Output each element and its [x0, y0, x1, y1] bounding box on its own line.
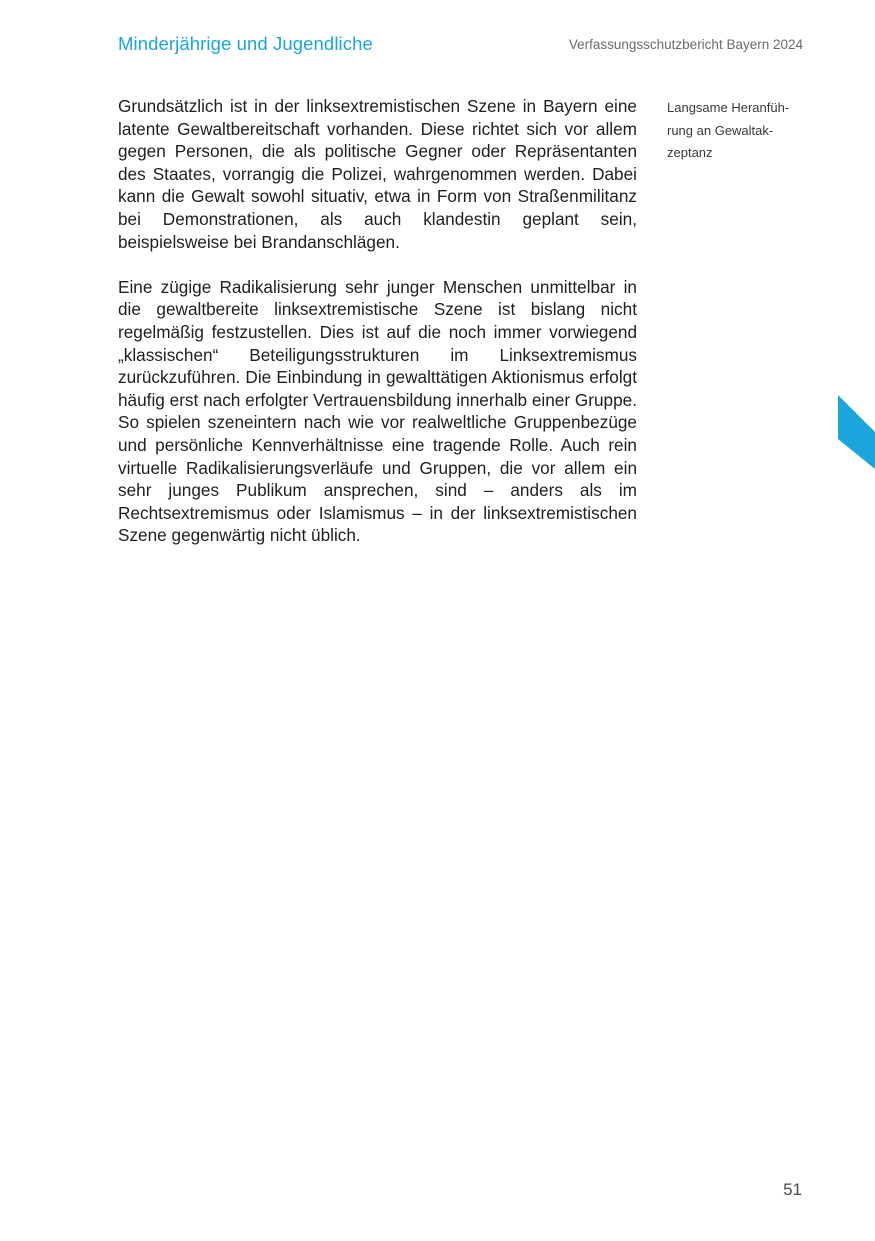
margin-note-line: rung an Gewaltak-	[667, 122, 774, 138]
margin-note	[667, 97, 815, 165]
margin-note-line: zeptanz	[667, 145, 713, 160]
report-title: Verfassungsschutzbericht Bayern 2024	[568, 37, 803, 52]
page-number: 51	[783, 1180, 802, 1199]
margin-note-line: Langsame Heranfüh-	[667, 100, 790, 115]
paragraph: Grundsätzlich ist in der linksextremistischen Szene in Bayern eine latente Gewaltbereitschaft vorhanden. Diese richtet sich vor allem gegen Personen, die als politische Gegner oder Repräsentanten des Staates, vorrangig die Polizei, wahrgenommen werden. Dabei kann die Gewalt sowohl situativ, etwa in Form von Straßenmilitanz bei Demonstrationen, als auch klandestin geplant sein, beispielsweise bei Brandanschlägen.	[118, 96, 637, 252]
paragraph: Eine zügige Radikalisierung sehr junger Menschen unmittelbar in die gewaltbereite linksextremistische Szene ist bislang nicht regelmäßig festzustellen. Dies ist auf die noch immer vorwiegend „klassischen“ Beteiligungsstrukturen im Linksextremismus zurückzuführen. Die Einbindung in gewalttätigen Aktionismus erfolgt häufig erst nach erfolgter Vertrauensbildung innerhalb einer Gruppe. So spielen szeneintern nach wie vor realweltliche Gruppenbezüge und persönliche Kennverhältnisse eine tragende Rolle. Auch rein virtuelle Radikalisierungsverläufe und Gruppen, die vor allem ein sehr junges Publikum ansprechen, sind – anders als im Rechtsextremismus oder Islamismus – in der linksextremistischen Szene gegenwärtig nicht üblich.	[118, 276, 637, 546]
main-text	[118, 95, 637, 569]
section-title: Minderjährige und Jugendliche	[118, 33, 373, 54]
chapter-tab-shape	[838, 395, 875, 469]
chapter-tab-marker	[838, 395, 875, 469]
